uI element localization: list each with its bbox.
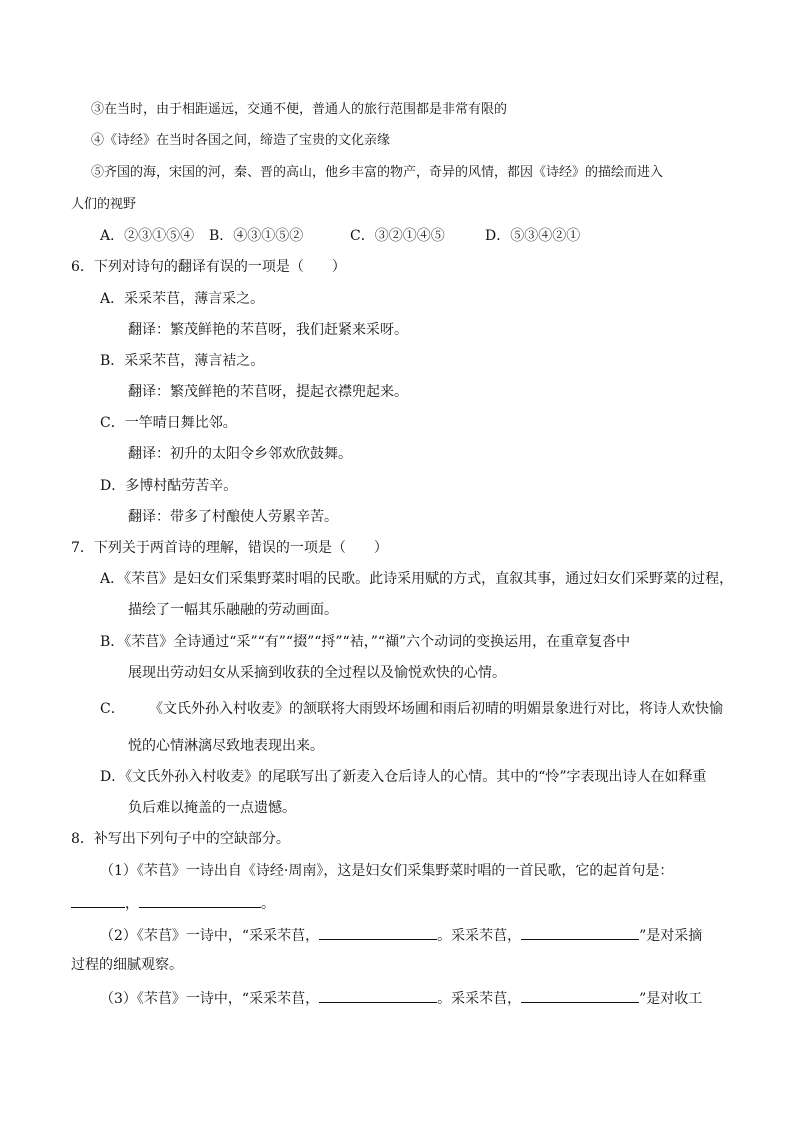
- q8-comma: ，: [125, 896, 139, 912]
- q8-part-1: （1）《芣苢》一诗出自《诗经·周南》，这是妇女们采集野菜时唱的一首民歌，它的起首句是：: [100, 863, 674, 879]
- q8-part-1-blanks: [71, 893, 275, 913]
- q8-blank-2b[interactable]: [521, 925, 639, 940]
- q7-option-d-cont: 负后难以掩盖的一点遗憾。: [128, 800, 296, 816]
- q7-option-d[interactable]: D．《文氏外孙入村收麦》的尾联写出了新麦入仓后诗人的心情。其中的“怜”字表现出诗人在如释重: [100, 769, 707, 785]
- q7-option-c-cont: 悦的心情淋漓尽致地表现出来。: [128, 738, 324, 754]
- q6-option-b[interactable]: B．采采芣苢，薄言袺之。: [100, 353, 265, 369]
- q8-part-2-text-c: ”是对采摘: [639, 928, 703, 944]
- q5-option-c[interactable]: C．③②①④⑤: [350, 228, 445, 244]
- q7-option-b[interactable]: B．《芣苢》全诗通过“采”“有”“掇”“捋”“袺，”“襭”六个动词的变换运用，在重章复沓中: [100, 634, 631, 650]
- q8-blank-2a[interactable]: [319, 925, 437, 940]
- q6-option-a-translation: 翻译：繁茂鲜艳的芣苢呀，我们赶紧来采呀。: [128, 322, 408, 338]
- q7-option-a[interactable]: A．《芣苢》是妇女们采集野菜时唱的民歌。此诗采用赋的方式，直叙其事，通过妇女们采野菜的过程，: [100, 571, 734, 587]
- q6-option-a[interactable]: A．采采芣苢，薄言采之。: [100, 291, 265, 307]
- q5-option-a[interactable]: A．②③①⑤④: [100, 228, 195, 244]
- q6-option-d-translation: 翻译：带多了村酿使人劳累辛苦。: [128, 509, 338, 525]
- passage-sentence-3: ③在当时，由于相距遥远，交通不便，普通人的旅行范围都是非常有限的: [91, 102, 508, 117]
- passage-sentence-5-cont: 人们的视野: [71, 197, 137, 212]
- passage-sentence-4: ④《诗经》在当时各国之间，缔造了宝贵的文化亲缘: [91, 133, 391, 148]
- q6-stem: 6．下列对诗句的翻译有误的一项是（ ）: [71, 259, 346, 275]
- q8-period: 。: [261, 896, 275, 912]
- q8-part-2: [100, 925, 702, 945]
- q8-blank-1a[interactable]: [71, 893, 125, 908]
- q6-option-d[interactable]: D．多博村酤劳苦辛。: [100, 478, 238, 494]
- q8-part-2-text-b: 。采采芣苢，: [437, 928, 522, 944]
- q8-part-3-text-c: ”是对收工: [639, 991, 703, 1007]
- q6-option-c[interactable]: C．一竿晴日舞比邻。: [100, 415, 237, 431]
- q8-blank-1b[interactable]: [139, 893, 261, 908]
- q8-stem: 8．补写出下列句子中的空缺部分。: [71, 831, 290, 847]
- q8-part-3: [100, 988, 702, 1008]
- q8-blank-3b[interactable]: [521, 988, 639, 1003]
- q8-blank-3a[interactable]: [319, 988, 437, 1003]
- q8-part-2-text-a: （2）《芣苢》一诗中，“采采芣苢，: [100, 928, 320, 944]
- q6-option-c-translation: 翻译：初升的太阳令乡邻欢欣鼓舞。: [128, 446, 352, 462]
- q8-part-3-text-a: （3）《芣苢》一诗中，“采采芣苢，: [100, 991, 320, 1007]
- q5-option-b[interactable]: B．④③①⑤②: [209, 228, 304, 244]
- q7-stem: 7．下列关于两首诗的理解，错误的一项是（ ）: [71, 540, 388, 556]
- q7-option-c[interactable]: 《文氏外孙入村收麦》的颔联将大雨毁坏场圃和雨后初晴的明媚景象进行对比，将诗人欢快愉: [149, 701, 723, 717]
- q5-option-d[interactable]: D．⑤③④②①: [485, 228, 581, 244]
- q7-option-c-label[interactable]: C．: [100, 701, 125, 717]
- q5-options: [100, 227, 581, 245]
- q7-option-b-cont: 展现出劳动妇女从采摘到收获的全过程以及愉悦欢快的心情。: [128, 665, 506, 681]
- q8-part-2-cont: 过程的细腻观察。: [71, 957, 183, 973]
- q6-option-b-translation: 翻译：繁茂鲜艳的芣苢呀，提起衣襟兜起来。: [128, 384, 408, 400]
- passage-sentence-5: ⑤齐国的海，宋国的河，秦、晋的高山，他乡丰富的物产，奇异的风情，都因《诗经》的描绘而进入: [91, 165, 664, 180]
- q7-option-a-cont: 描绘了一幅其乐融融的劳动画面。: [128, 602, 338, 618]
- q8-part-3-text-b: 。采采芣苢，: [437, 991, 522, 1007]
